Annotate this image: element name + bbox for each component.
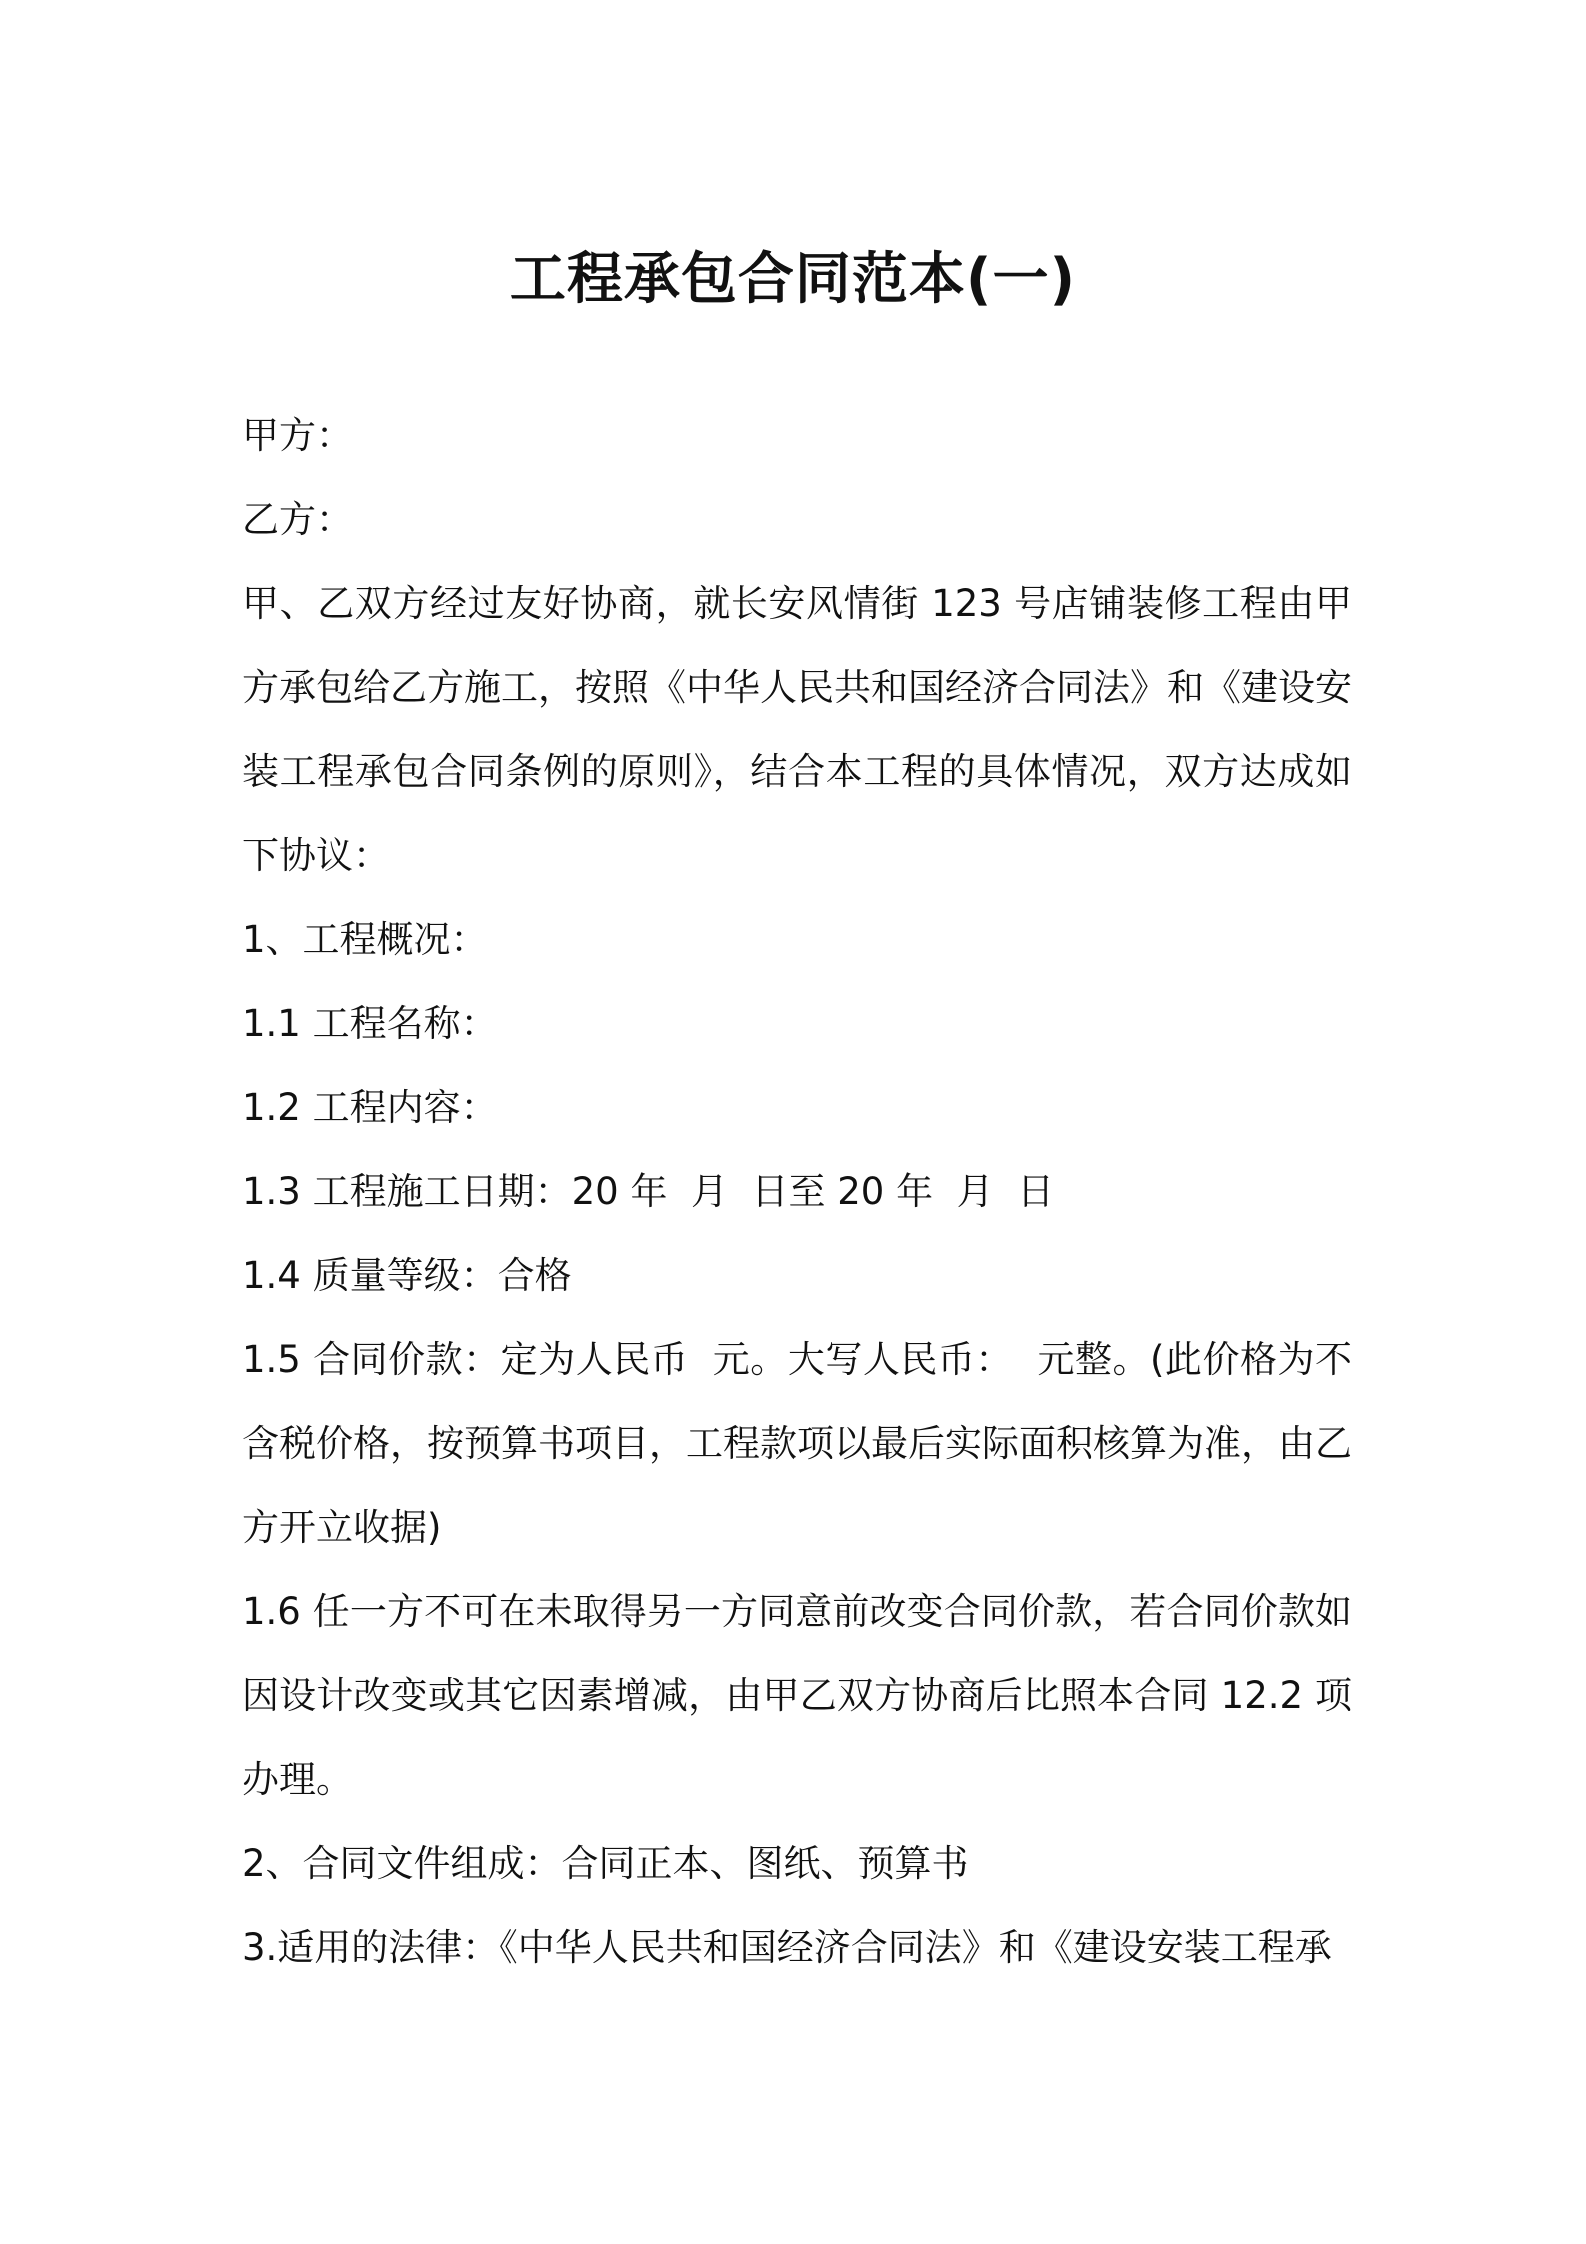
preamble-paragraph: 甲、乙双方经过友好协商，就长安风情街 123 号店铺装修工程由甲方承包给乙方施工，按照《中华人民共和国经济合同法》和《建设安装工程承包合同条例的原则》，结合本工程的具体情况，双方达成如下协议：	[242, 582, 1352, 877]
clause-1-4: 1.4 质量等级：合格	[242, 1254, 572, 1297]
clause-1-3: 1.3 工程施工日期：20 年 月 日至 20 年 月 日	[242, 1170, 1055, 1213]
page-title: 工程承包合同范本(一)	[509, 246, 1077, 312]
section-1-heading: 1、工程概况：	[242, 918, 488, 961]
section-3-line: 3.适用的法律：《中华人民共和国经济合同法》和《建设安装工程承	[242, 1926, 1332, 1969]
clause-1-2: 1.2 工程内容：	[242, 1086, 498, 1129]
clause-1-5: 1.5 合同价款：定为人民币 元。大写人民币： 元整。(此价格为不含税价格，按预算书项目，工程款项以最后实际面积核算为准，由乙方开立收据)	[242, 1338, 1352, 1549]
section-2-line: 2、合同文件组成：合同正本、图纸、预算书	[242, 1842, 969, 1885]
party-b-line: 乙方：	[242, 498, 353, 541]
document-body	[242, 394, 1352, 1990]
party-a-line: 甲方：	[242, 414, 353, 457]
clause-1-1: 1.1 工程名称：	[242, 1002, 498, 1045]
clause-1-6: 1.6 任一方不可在未取得另一方同意前改变合同价款，若合同价款如因设计改变或其它因素增减，由甲乙双方协商后比照本合同 12.2 项办理。	[242, 1590, 1352, 1801]
